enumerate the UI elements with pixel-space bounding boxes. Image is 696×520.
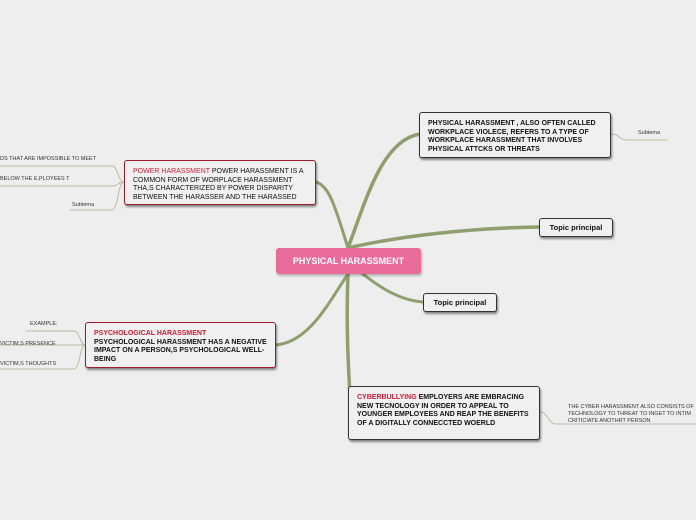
power-leaf-2[interactable]: BELOW THE E,PLOYEES T (0, 176, 70, 182)
cyber-leaf-line-1: THE CYBER HARASSMENT ALSO CONSISTS OF (568, 404, 694, 410)
topic-principal-2-label: Topic principal (433, 298, 487, 307)
cyber-leaf[interactable] (568, 404, 694, 425)
branch-psychological (276, 274, 348, 345)
topic-principal-1[interactable] (539, 218, 613, 237)
branch-power (316, 182, 348, 248)
power-harassment-node[interactable] (124, 160, 316, 205)
branch-topic-1 (348, 227, 539, 248)
cyberbullying-title: CYBERBULLYING (357, 394, 417, 401)
cyberbullying-node[interactable] (348, 386, 540, 440)
definition-node[interactable] (419, 112, 611, 158)
psych-leaf-3[interactable]: VICTIM,S THOUGHTS (0, 361, 57, 367)
branch-cyber (347, 274, 350, 396)
cyberbullying-text: EMPLOYERS ARE EMBRACING NEW TECNOLOGY IN ORDER TO APPEAL TO YOUNGER EMPLOYEES AND REAP THE BENEFITS OF A DIGITALLY CONNECCTED WOERLD (357, 394, 529, 427)
power-leaf-1[interactable]: DS THAT ARE IMPOSSIBLE TO MEET (0, 156, 97, 162)
power-leaf-3[interactable]: Subtema (72, 202, 95, 208)
cyber-leaf-line-3: CRITICIATE ANOTHRT PERSON (568, 418, 651, 424)
topic-principal-2[interactable] (423, 293, 497, 312)
definition-text: PHYSICAL HARASSMENT , ALSO OFTEN CALLED WORKPLACE VIOLECE, REFERS TO A TYPE OF WORKPLACE HARASSMENT THAT INVOLVES PHYSICAL ATTCKS OR THREATS (428, 120, 596, 153)
root-label: PHYSICAL HARASSMENT (292, 256, 405, 266)
topic-principal-1-label: Topic principal (549, 223, 603, 232)
psych-leaf-1[interactable]: EXAMPLE: (30, 321, 58, 327)
power-harassment-title: POWER HARASSMENT (133, 168, 210, 175)
branch-definition (348, 134, 420, 248)
psych-leaf-2[interactable]: VICTIM,S PRESENCE (0, 341, 56, 347)
psychological-harassment-text: PSYCHOLOGICAL HARASSMENT HAS A NEGATIVE IMPACT ON A PERSON,S PSYCHOLOGICAL WELL- BEING (94, 338, 267, 363)
definition-subtopic[interactable]: Subtema (638, 130, 661, 136)
power-harassment-text: POWER HARASSMENT IS A COMMON FORM OF WORPLACE HARASSMENT THA,S CHARACTERIZED BY POWER DISPARITY BETWEEN THE HARASSER AND THE HARASSED (133, 168, 304, 201)
cyber-leaf-line-2: TECHNOLOGY TO THREAT TO INGET TO INTIM (568, 411, 691, 417)
root-node[interactable] (276, 248, 421, 274)
psychological-harassment-node[interactable] (85, 322, 276, 368)
psychological-harassment-title: PSYCHOLOGICAL HARASSMENT (94, 330, 207, 337)
